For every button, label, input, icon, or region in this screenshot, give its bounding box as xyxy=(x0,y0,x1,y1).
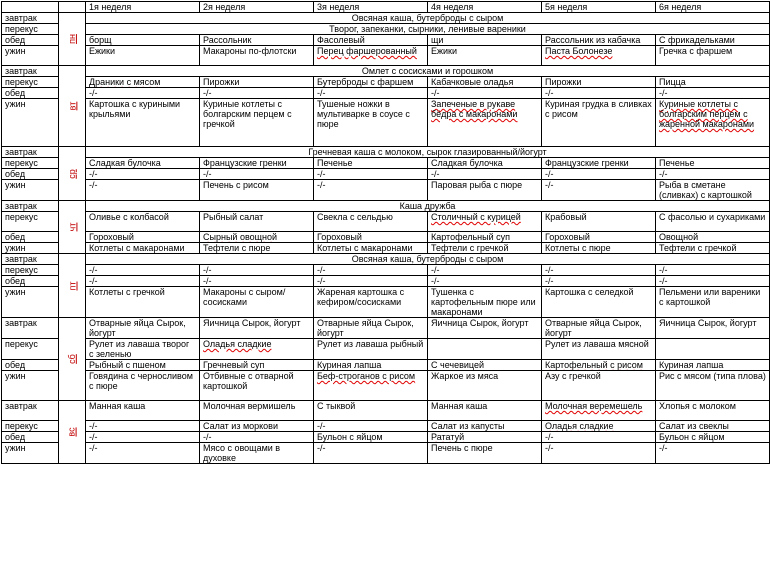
menu-cell: Свекла с сельдью xyxy=(314,212,428,232)
menu-cell: -/- xyxy=(86,169,200,180)
menu-cell: Перец фаршерованный xyxy=(314,46,428,66)
menu-cell: Пицца xyxy=(656,77,770,88)
menu-cell-all-weeks: Гречневая каша с молоком, сырок глазированный/йогурт xyxy=(86,147,770,158)
week-6-header: 6я неделя xyxy=(656,2,770,13)
meal-label: перекус xyxy=(2,158,59,169)
meal-label: ужин xyxy=(2,243,59,254)
menu-cell: Говядина с черносливом с пюре xyxy=(86,371,200,401)
meal-row xyxy=(2,212,770,232)
menu-cell: Французские гренки xyxy=(200,158,314,169)
meal-row xyxy=(2,99,770,147)
week-3-header: 3я неделя xyxy=(314,2,428,13)
menu-cell: Рулет из лаваша мясной xyxy=(542,339,656,360)
meal-label: ужин xyxy=(2,443,59,464)
meal-label: обед xyxy=(2,360,59,371)
menu-cell: -/- xyxy=(314,421,428,432)
meal-label: завтрак xyxy=(2,13,59,24)
meal-row xyxy=(2,169,770,180)
menu-cell: -/- xyxy=(542,432,656,443)
header-day-col xyxy=(59,2,86,13)
menu-cell: Печенье xyxy=(656,158,770,169)
menu-cell: Бутерброды с фаршем xyxy=(314,77,428,88)
menu-cell: Рассольник xyxy=(200,35,314,46)
menu-cell: Котлеты с пюре xyxy=(542,243,656,254)
meal-row xyxy=(2,318,770,339)
meal-label: обед xyxy=(2,276,59,287)
menu-cell: Сладкая булочка xyxy=(428,158,542,169)
menu-cell: -/- xyxy=(86,443,200,464)
menu-cell: -/- xyxy=(314,265,428,276)
menu-cell: Паста Болонезе xyxy=(542,46,656,66)
menu-cell: -/- xyxy=(200,88,314,99)
menu-cell xyxy=(656,339,770,360)
menu-cell: -/- xyxy=(542,265,656,276)
meal-label: перекус xyxy=(2,265,59,276)
meal-label: ужин xyxy=(2,46,59,66)
menu-cell: -/- xyxy=(86,88,200,99)
meal-row xyxy=(2,265,770,276)
meal-row xyxy=(2,287,770,318)
menu-cell: Ежики xyxy=(86,46,200,66)
menu-cell: Картошка с куриными крыльями xyxy=(86,99,200,147)
meal-row xyxy=(2,339,770,360)
menu-cell: -/- xyxy=(86,265,200,276)
menu-cell: Оладья сладкие xyxy=(200,339,314,360)
meal-row xyxy=(2,77,770,88)
menu-cell: -/- xyxy=(314,443,428,464)
day-label: ср xyxy=(66,168,77,179)
menu-cell: Рассольник из кабачка xyxy=(542,35,656,46)
day-label-cell xyxy=(59,254,86,318)
menu-cell: Хлопья с молоком xyxy=(656,401,770,421)
menu-cell: -/- xyxy=(428,88,542,99)
menu-cell: Отбивные с отварной картошкой xyxy=(200,371,314,401)
menu-cell: -/- xyxy=(86,421,200,432)
menu-cell-all-weeks: Овсяная каша, бутерброды с сыром xyxy=(86,254,770,265)
menu-cell: Печень с рисом xyxy=(200,180,314,201)
menu-cell: -/- xyxy=(428,265,542,276)
menu-cell: Рыба в сметане (сливках) с картошкой xyxy=(656,180,770,201)
menu-cell: -/- xyxy=(542,88,656,99)
menu-cell: Бульон с яйцом xyxy=(656,432,770,443)
menu-cell: -/- xyxy=(314,180,428,201)
menu-cell: Пирожки xyxy=(542,77,656,88)
menu-cell: С чечевицей xyxy=(428,360,542,371)
menu-cell: Тефтели с гречкой xyxy=(428,243,542,254)
meal-row xyxy=(2,421,770,432)
meal-row xyxy=(2,66,770,77)
day-label: сб xyxy=(67,354,77,364)
menu-cell: Рыбный салат xyxy=(200,212,314,232)
meal-row xyxy=(2,276,770,287)
day-label-cell xyxy=(59,66,86,147)
day-label-cell xyxy=(59,147,86,201)
menu-cell: С фрикадельками xyxy=(656,35,770,46)
meal-row xyxy=(2,371,770,401)
menu-cell: Молочная веремешель xyxy=(542,401,656,421)
menu-cell: Ежики xyxy=(428,46,542,66)
meal-row xyxy=(2,232,770,243)
menu-cell: щи xyxy=(428,35,542,46)
menu-cell: Беф-строганов с рисом xyxy=(314,371,428,401)
menu-cell: Печенье xyxy=(314,158,428,169)
menu-cell: Картофельный суп xyxy=(428,232,542,243)
menu-cell: Овощной xyxy=(656,232,770,243)
menu-cell: -/- xyxy=(428,276,542,287)
menu-cell: Гороховый xyxy=(542,232,656,243)
menu-cell: Куриная лапша xyxy=(314,360,428,371)
menu-cell: Тефтели с гречкой xyxy=(656,243,770,254)
day-label-cell xyxy=(59,318,86,401)
menu-cell xyxy=(428,339,542,360)
meal-label: обед xyxy=(2,88,59,99)
meal-row xyxy=(2,254,770,265)
meal-row xyxy=(2,24,770,35)
menu-cell: -/- xyxy=(542,169,656,180)
menu-cell-all-weeks: Каша дружба xyxy=(86,201,770,212)
day-label-cell xyxy=(59,401,86,464)
meal-label: завтрак xyxy=(2,66,59,77)
day-label: пн xyxy=(67,34,77,44)
menu-cell-all-weeks: Творог, запеканки, сырники, ленивые вареники xyxy=(86,24,770,35)
menu-cell: Яичница Сырок, йогурт xyxy=(428,318,542,339)
meal-plan-table xyxy=(1,1,770,464)
meal-label: завтрак xyxy=(2,201,59,212)
menu-cell: Рулет из лаваша рыбный xyxy=(314,339,428,360)
day-label: пт xyxy=(67,281,77,290)
meal-label: обед xyxy=(2,35,59,46)
week-5-header: 5я неделя xyxy=(542,2,656,13)
menu-cell-all-weeks: Овсяная каша, бутерброды с сыром xyxy=(86,13,770,24)
menu-cell: Рыбный с пшеном xyxy=(86,360,200,371)
meal-label: ужин xyxy=(2,180,59,201)
meal-label: ужин xyxy=(2,99,59,147)
menu-cell: Салат из моркови xyxy=(200,421,314,432)
menu-cell: Азу с гречкой xyxy=(542,371,656,401)
meal-row xyxy=(2,243,770,254)
menu-cell: Драники с мясом xyxy=(86,77,200,88)
menu-cell: -/- xyxy=(314,276,428,287)
menu-cell: Картофельный с рисом xyxy=(542,360,656,371)
menu-cell: -/- xyxy=(656,169,770,180)
menu-cell: Гречка с фаршем xyxy=(656,46,770,66)
week-2-header: 2я неделя xyxy=(200,2,314,13)
menu-cell: Молочная вермишель xyxy=(200,401,314,421)
meal-row xyxy=(2,443,770,464)
meal-row xyxy=(2,13,770,24)
menu-cell: Яичница Сырок, йогурт xyxy=(656,318,770,339)
meal-label: ужин xyxy=(2,371,59,401)
menu-cell: Столичный с курицей xyxy=(428,212,542,232)
meal-label: завтрак xyxy=(2,401,59,421)
menu-cell: Макароны по-флотски xyxy=(200,46,314,66)
menu-cell: Гороховый xyxy=(86,232,200,243)
menu-cell-all-weeks: Омлет с сосисками и горошком xyxy=(86,66,770,77)
day-label: чт xyxy=(67,222,77,232)
menu-cell: Котлеты с макаронами xyxy=(314,243,428,254)
menu-cell: -/- xyxy=(656,443,770,464)
header-row xyxy=(2,2,770,13)
menu-cell: Мясо с овощами в духовке xyxy=(200,443,314,464)
menu-cell: Рулет из лаваша творог с зеленью xyxy=(86,339,200,360)
meal-label: перекус xyxy=(2,421,59,432)
menu-cell: Жареная картошка с кефиром/сосисками xyxy=(314,287,428,318)
menu-cell: Оладья сладкие xyxy=(542,421,656,432)
meal-row xyxy=(2,147,770,158)
menu-cell: Салат из свеклы xyxy=(656,421,770,432)
week-4-header: 4я неделя xyxy=(428,2,542,13)
meal-label: обед xyxy=(2,432,59,443)
menu-cell: Тефтели с пюре xyxy=(200,243,314,254)
menu-cell: Макароны с сыром/сосисками xyxy=(200,287,314,318)
menu-cell: Пирожки xyxy=(200,77,314,88)
menu-cell: -/- xyxy=(200,432,314,443)
meal-label: перекус xyxy=(2,24,59,35)
menu-cell: -/- xyxy=(542,443,656,464)
week-1-header: 1я неделя xyxy=(86,2,200,13)
day-label: вт xyxy=(67,101,77,111)
menu-cell: Фасолевый xyxy=(314,35,428,46)
menu-cell: -/- xyxy=(86,432,200,443)
meal-label: завтрак xyxy=(2,147,59,158)
menu-cell: борщ xyxy=(86,35,200,46)
menu-cell: Отварные яйца Сырок, йогурт xyxy=(542,318,656,339)
menu-cell: Пельмени или вареники с картошкой xyxy=(656,287,770,318)
meal-label: ужин xyxy=(2,287,59,318)
menu-cell: -/- xyxy=(200,169,314,180)
menu-cell: Крабовый xyxy=(542,212,656,232)
meal-row xyxy=(2,360,770,371)
meal-label: перекус xyxy=(2,77,59,88)
meal-row xyxy=(2,46,770,66)
menu-cell: Оливье с колбасой xyxy=(86,212,200,232)
menu-cell: Французские гренки xyxy=(542,158,656,169)
menu-cell: Запеченые в рукаве бёдра с макаронами xyxy=(428,99,542,147)
menu-cell: Манная каша xyxy=(428,401,542,421)
menu-cell: Гороховый xyxy=(314,232,428,243)
meal-row xyxy=(2,401,770,421)
meal-plan-body xyxy=(2,13,770,464)
meal-row xyxy=(2,201,770,212)
menu-cell: -/- xyxy=(656,265,770,276)
menu-cell: Паровая рыба с пюре xyxy=(428,180,542,201)
menu-cell: Бульон с яйцом xyxy=(314,432,428,443)
menu-cell: Сырный овощной xyxy=(200,232,314,243)
menu-cell: Куриная грудка в сливках с рисом xyxy=(542,99,656,147)
menu-cell: -/- xyxy=(314,169,428,180)
menu-cell: -/- xyxy=(314,88,428,99)
menu-cell: Картошка с селедкой xyxy=(542,287,656,318)
meal-label: завтрак xyxy=(2,254,59,265)
menu-cell: -/- xyxy=(542,276,656,287)
day-label: вс xyxy=(67,427,77,437)
meal-row xyxy=(2,35,770,46)
menu-cell: -/- xyxy=(200,265,314,276)
day-label-cell xyxy=(59,13,86,66)
menu-cell: Кабачковые оладья xyxy=(428,77,542,88)
menu-cell: Рататуй xyxy=(428,432,542,443)
menu-cell: -/- xyxy=(86,276,200,287)
menu-cell: С тыквой xyxy=(314,401,428,421)
menu-cell: Куриная лапша xyxy=(656,360,770,371)
menu-cell: -/- xyxy=(656,88,770,99)
menu-cell: Куриные котлеты с болгарским перцем с жаренной макаронами xyxy=(656,99,770,147)
header-meal-col xyxy=(2,2,59,13)
menu-cell: Тушеные ножки в мультиварке в соусе с пюре xyxy=(314,99,428,147)
menu-cell: -/- xyxy=(86,180,200,201)
meal-row xyxy=(2,180,770,201)
menu-cell: Сладкая булочка xyxy=(86,158,200,169)
menu-cell: Отварные яйца Сырок, йогурт xyxy=(314,318,428,339)
menu-cell: С фасолью и сухариками xyxy=(656,212,770,232)
menu-cell: Жаркое из мяса xyxy=(428,371,542,401)
meal-row xyxy=(2,88,770,99)
menu-cell: Котлеты с гречкой xyxy=(86,287,200,318)
menu-cell: Салат из капусты xyxy=(428,421,542,432)
menu-cell: Куриные котлеты с болгарским перцем с гречкой xyxy=(200,99,314,147)
menu-cell: -/- xyxy=(542,180,656,201)
menu-cell: Рис с мясом (типа плова) xyxy=(656,371,770,401)
menu-cell: -/- xyxy=(200,276,314,287)
menu-cell: Манная каша xyxy=(86,401,200,421)
meal-row xyxy=(2,432,770,443)
menu-cell: Тушенка с картофельным пюре или макаронами xyxy=(428,287,542,318)
meal-label: обед xyxy=(2,169,59,180)
meal-label: завтрак xyxy=(2,318,59,339)
meal-label: перекус xyxy=(2,212,59,232)
menu-cell: -/- xyxy=(428,169,542,180)
meal-label: обед xyxy=(2,232,59,243)
meal-label: перекус xyxy=(2,339,59,360)
menu-cell: Гречневый суп xyxy=(200,360,314,371)
menu-cell: Яичница Сырок, йогурт xyxy=(200,318,314,339)
menu-cell: Котлеты с макаронами xyxy=(86,243,200,254)
menu-cell: Печень с пюре xyxy=(428,443,542,464)
menu-cell: -/- xyxy=(656,276,770,287)
day-label-cell xyxy=(59,201,86,254)
meal-row xyxy=(2,158,770,169)
menu-cell: Отварные яйца Сырок, йогурт xyxy=(86,318,200,339)
